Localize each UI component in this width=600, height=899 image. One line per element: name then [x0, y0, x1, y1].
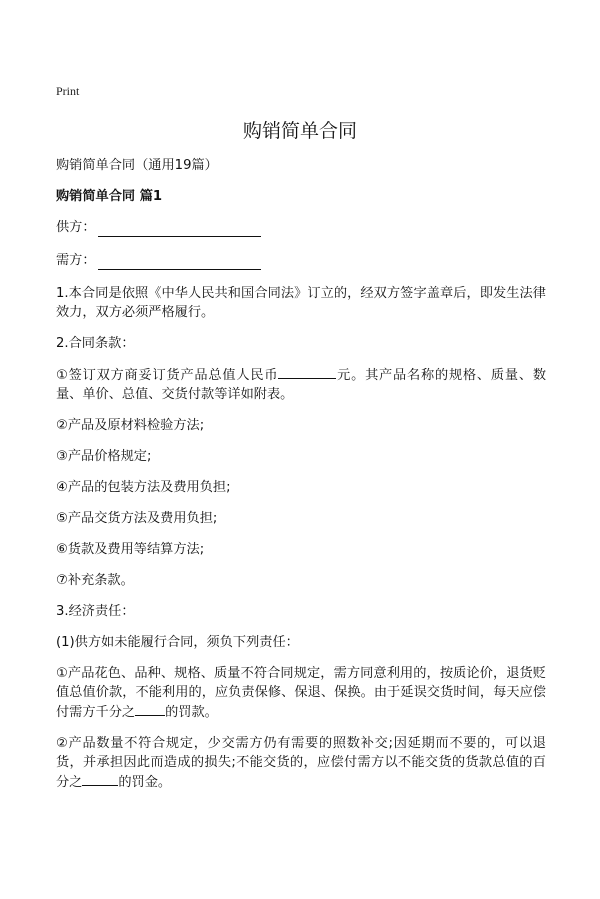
document-title: 购销简单合同	[242, 120, 357, 142]
liability-intro: (1)供方如未能履行合同，须负下列责任：	[56, 635, 299, 650]
supplier-line	[56, 218, 546, 237]
term-1	[56, 365, 546, 404]
term-5: ⑤产品交货方法及费用负担;	[56, 511, 218, 526]
term-6: ⑥货款及费用等结算方法;	[56, 542, 205, 557]
term-1-prefix: ①签订双方商妥订货产品总值人民币	[56, 368, 279, 383]
supplier-label: 供方：	[56, 220, 96, 235]
liability-2	[56, 734, 546, 792]
thousandth-blank	[135, 702, 165, 716]
buyer-blank	[98, 255, 261, 270]
liability-1-suffix: 的罚款。	[165, 705, 218, 720]
term-1-suffix: 元。其产品名称的规格、质量、数量、单价、总值、交货付款等详如附表。	[56, 368, 547, 402]
liability-1-prefix: ①产品花色、品种、规格、质量不符合同规定，需方同意利用的，按质论价，退货贬值总值价款，不能利用的，应负责保修、保退、保换。由于延误交货时间，每天应偿付需方千分之	[56, 666, 546, 720]
clause-1: 1.本合同是依照《中华人民共和国合同法》订立的，经双方签字盖章后，即发生法律效力，双方必须严格履行。	[56, 286, 546, 320]
liability-2-suffix: 的罚金。	[118, 775, 172, 790]
liability-2-prefix: ②产品数量不符合规定，少交需方仍有需要的照数补交;因延期而不要的，可以退货，并承担因此而造成的损失;不能交货的，应偿付需方以不能交货的货款总值的百分之	[56, 736, 546, 790]
term-3: ③产品价格规定;	[56, 449, 152, 464]
print-label: Print	[56, 84, 80, 98]
clause-3-title: 3.经济责任：	[56, 604, 135, 619]
liability-1	[56, 664, 546, 722]
clause-2-title: 2.合同条款：	[56, 336, 135, 351]
percent-blank	[82, 772, 118, 786]
supplier-blank	[98, 222, 261, 237]
document-subtitle: 购销简单合同（通用19篇）	[56, 158, 218, 173]
buyer-line	[56, 251, 546, 270]
term-7: ⑦补充条款。	[56, 573, 134, 588]
section-heading: 购销简单合同 篇1	[56, 189, 163, 204]
document-body	[56, 156, 546, 804]
term-2: ②产品及原材料检验方法;	[56, 418, 205, 433]
amount-blank	[278, 365, 336, 379]
term-4: ④产品的包装方法及费用负担;	[56, 480, 231, 495]
buyer-label: 需方：	[56, 253, 96, 268]
